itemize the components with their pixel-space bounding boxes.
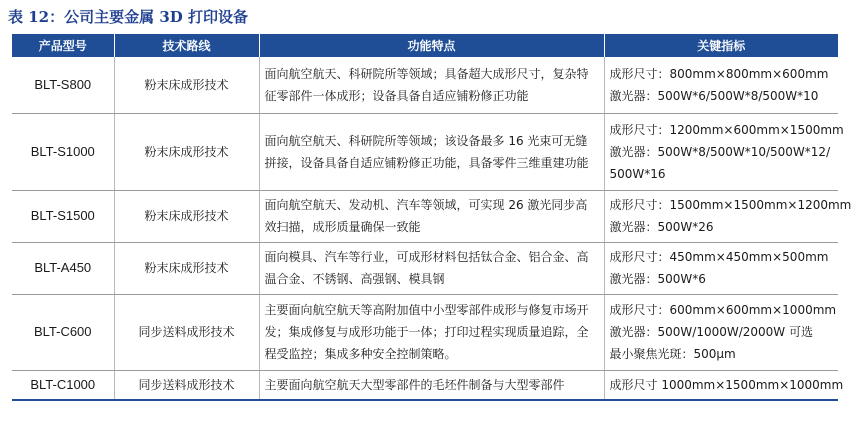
header-features: 功能特点 <box>259 34 604 57</box>
table-row <box>12 370 838 400</box>
table-title: 表 12：公司主要金属 3D 打印设备 <box>8 8 248 26</box>
cell-specs <box>604 113 844 190</box>
spec-line: 500W*16 <box>609 166 666 181</box>
cell-model: BLT-S1500 <box>12 190 114 242</box>
header-route: 技术路线 <box>114 34 259 57</box>
cell-features: 面向航空航天、科研院所等领域；具备超大成形尺寸，复杂特征零部件一体成形；设备具备自适应铺粉修正功能 <box>259 57 604 113</box>
cell-specs <box>604 370 844 400</box>
cell-model: BLT-C600 <box>12 294 114 370</box>
cell-specs <box>604 190 852 242</box>
cell-route: 粉末床成形技术 <box>114 113 259 190</box>
spec-line: 成形尺寸：1500mm×1500mm×1200mm <box>609 198 852 212</box>
spec-line: 激光器：500W*6 <box>609 272 706 286</box>
cell-model: BLT-S1000 <box>12 113 114 190</box>
spec-line: 激光器：500W*26 <box>609 220 714 234</box>
table-header-row <box>12 34 838 57</box>
cell-model: BLT-S800 <box>12 57 114 113</box>
cell-route: 粉末床成形技术 <box>114 57 259 113</box>
cell-specs <box>604 242 838 294</box>
table-row <box>12 57 838 113</box>
spec-line: 成形尺寸 1000mm×1500mm×1000mm <box>609 377 844 392</box>
cell-features: 面向航空航天、科研院所等领域；该设备最多 16 光束可无缝拼接，设备具备自适应铺粉修正功能，具备零件三维重建功能 <box>259 113 604 190</box>
cell-features: 面向航空航天、发动机、汽车等领域，可实现 26 激光同步高效扫描，成形质量确保一致能 <box>259 190 604 242</box>
spec-line: 激光器：500W*8/500W*10/500W*12/ <box>609 144 831 159</box>
header-specs: 关键指标 <box>604 34 838 57</box>
table-row <box>12 242 838 294</box>
spec-line: 激光器：500W*6/500W*8/500W*10 <box>609 88 819 103</box>
cell-route: 同步送料成形技术 <box>114 294 259 370</box>
cell-features: 主要面向航空航天等高附加值中小型零部件成形与修复市场开发；集成修复与成形功能于一体；打印过程实现质量追踪，全程受监控；集成多种安全控制策略。 <box>259 294 604 370</box>
cell-model: BLT-A450 <box>12 242 114 294</box>
table-row <box>12 113 838 190</box>
cell-specs <box>604 57 838 113</box>
equipment-table <box>12 34 852 401</box>
spec-line: 最小聚焦光斑：500μm <box>609 347 736 361</box>
cell-model: BLT-C1000 <box>12 370 114 400</box>
table-row <box>12 294 838 370</box>
cell-features: 面向模具、汽车等行业，可成形材料包括钛合金、铝合金、高温合金、不锈钢、高强钢、模具钢 <box>259 242 604 294</box>
spec-line: 激光器：500W/1000W/2000W 可选 <box>609 325 813 339</box>
spec-line: 成形尺寸：1200mm×600mm×1500mm <box>609 122 844 137</box>
cell-route: 粉末床成形技术 <box>114 190 259 242</box>
table-row <box>12 190 838 242</box>
spec-line: 成形尺寸：450mm×450mm×500mm <box>609 250 829 264</box>
cell-route: 同步送料成形技术 <box>114 370 259 400</box>
cell-route: 粉末床成形技术 <box>114 242 259 294</box>
spec-line: 成形尺寸：600mm×600mm×1000mm <box>609 303 837 317</box>
spec-line: 成形尺寸：800mm×800mm×600mm <box>609 66 829 81</box>
cell-features: 主要面向航空航天大型零部件的毛坯件制备与大型零部件 <box>259 370 604 400</box>
cell-specs <box>604 294 838 370</box>
header-model: 产品型号 <box>12 34 114 57</box>
